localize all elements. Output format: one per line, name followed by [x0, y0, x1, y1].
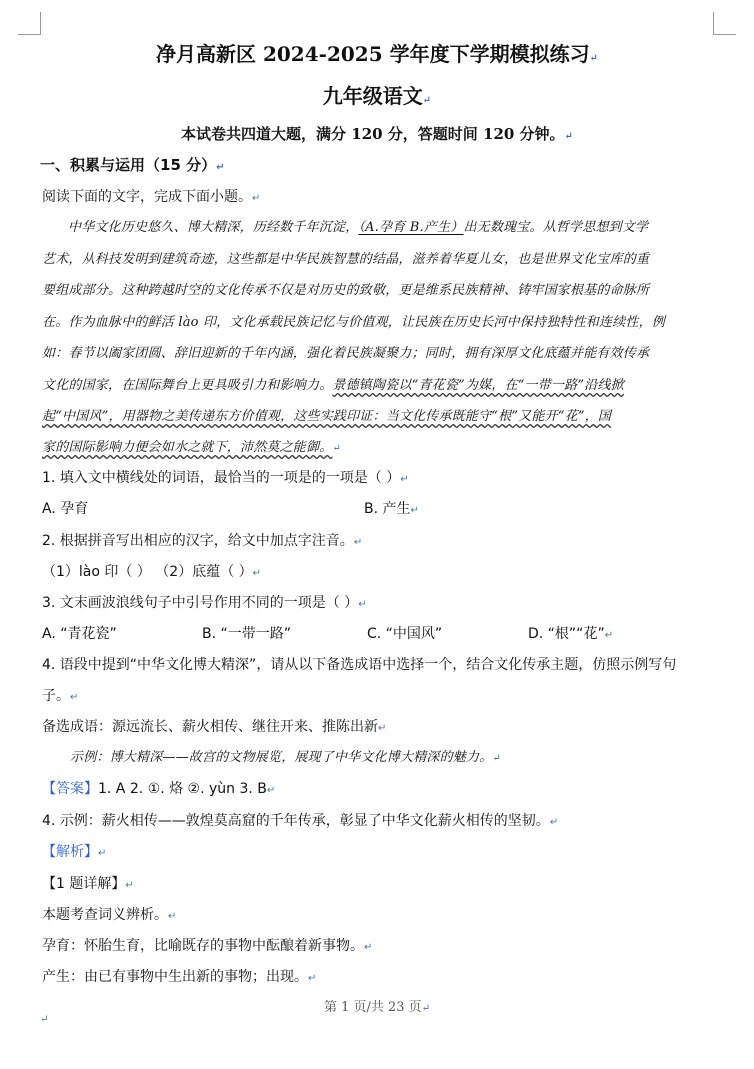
passage-line-2: 艺术，从科技发明到建筑奇迹，这些都是中华民族智慧的结晶，滋养着华夏儿女，也是世界文化宝库的重 [42, 252, 650, 267]
question-3: 3. 文末画波浪线句子中引号作用不同的一项是（ ）↵ [42, 595, 367, 611]
option-d: D. “根”“花”↵ [528, 626, 614, 642]
answer-line-1: 【答案】1. A 2. ①. 烙 ②. yùn 3. B↵ [42, 781, 276, 797]
paragraph-mark: ↵ [40, 1014, 49, 1025]
question-2: 2. 根据拼音写出相应的汉字，给文中加点字注音。↵ [42, 533, 363, 549]
section-heading: 一、积累与运用（15 分）↵ [40, 156, 225, 174]
option-b: B. 产生↵ [364, 501, 419, 517]
page-footer: 第 1 页/共 23 页↵ [323, 1000, 431, 1015]
question-1: 1. 填入文中横线处的词语，最恰当的一项是的一项是（ ）↵ [42, 470, 409, 486]
analysis-line-3: 产生：由已有事物中生出新的事物；出现。↵ [42, 969, 317, 985]
crop-mark-top-left [18, 12, 41, 35]
wavy-sentence-start: 景德镇陶瓷以“青花瓷”为媒，在“一带一路”沿线掀 [332, 378, 624, 393]
document-title: 净月高新区 2024-2025 学年度下学期模拟练习↵ [156, 42, 598, 66]
option-b: B. “一带一路” [202, 626, 292, 642]
exam-info: 本试卷共四道大题，满分 120 分，答题时间 120 分钟。↵ [181, 125, 573, 143]
question-4-line-1: 4. 语段中提到“中华文化博大精深”，请从以下备选成语中选择一个，结合文化传承主题，仿照示例写句 [42, 657, 677, 673]
analysis-line-2: 孕育：怀胎生育，比喻既存的事物中酝酿着新事物。↵ [42, 938, 373, 954]
question-2-items: （1）lào 印（ ） （2）底蕴（ ）↵ [42, 564, 262, 580]
option-a: A. “青花瓷” [42, 626, 117, 642]
analysis-line-1: 本题考查词义辨析。↵ [42, 907, 177, 923]
question-4-line-2: 子。↵ [42, 688, 79, 704]
passage-line-5: 如：春节以阖家团圆、辞旧迎新的千年内涵，强化着民族凝聚力；同时，拥有深厚文化底蕴并能有效传承 [42, 346, 650, 361]
passage-line-7: 起“中国风”，用器物之美传递东方价值观，这些实践印证：当文化传承既能守“根”又能开“花”，国 [42, 409, 612, 424]
analysis-subheading: 【1 题详解】↵ [42, 876, 134, 892]
analysis-label: 【解析】↵ [42, 844, 107, 860]
passage-line-6: 文化的国家，在国际舞台上更具吸引力和影响力。景德镇陶瓷以“青花瓷”为媒，在“一带一路”沿线掀 [42, 378, 624, 393]
passage-line-4: 在。作为血脉中的鲜活 lào 印，文化承载民族记忆与价值观，让民族在历史长河中保持独特性和连续性，例 [42, 315, 666, 330]
option-a: A. 孕育 [42, 501, 89, 517]
example-sentence: 示例：博大精深——故宫的文物展览，展现了中华文化博大精深的魅力。↵ [70, 750, 501, 765]
passage-line-1: 中华文化历史悠久、博大精深，历经数千年沉淀，（A.孕育 B.产生）出无数瑰宝。从哲学思想到文学 [68, 220, 649, 235]
passage-blank: （A.孕育 B.产生） [358, 220, 464, 235]
instruction: 阅读下面的文字，完成下面小题。↵ [42, 189, 261, 205]
crop-mark-top-right [713, 12, 736, 35]
answer-line-2: 4. 示例：薪火相传——敦煌莫高窟的千年传承，彰显了中华文化薪火相传的坚韧。↵ [42, 813, 559, 829]
passage-line-3: 要组成部分。这种跨越时空的文化传承不仅是对历史的致敬，更是维系民族精神、铸牢国家根基的命脉所 [42, 283, 650, 298]
document-subtitle: 九年级语文↵ [322, 84, 432, 108]
option-c: C. “中国风” [367, 626, 443, 642]
passage-line-8: 家的国际影响力便会如水之就下，沛然莫之能御。↵ [42, 440, 341, 455]
idiom-options: 备选成语：源远流长、薪火相传、继往开来、推陈出新↵ [42, 719, 387, 735]
answer-label: 【答案】 [42, 781, 98, 797]
